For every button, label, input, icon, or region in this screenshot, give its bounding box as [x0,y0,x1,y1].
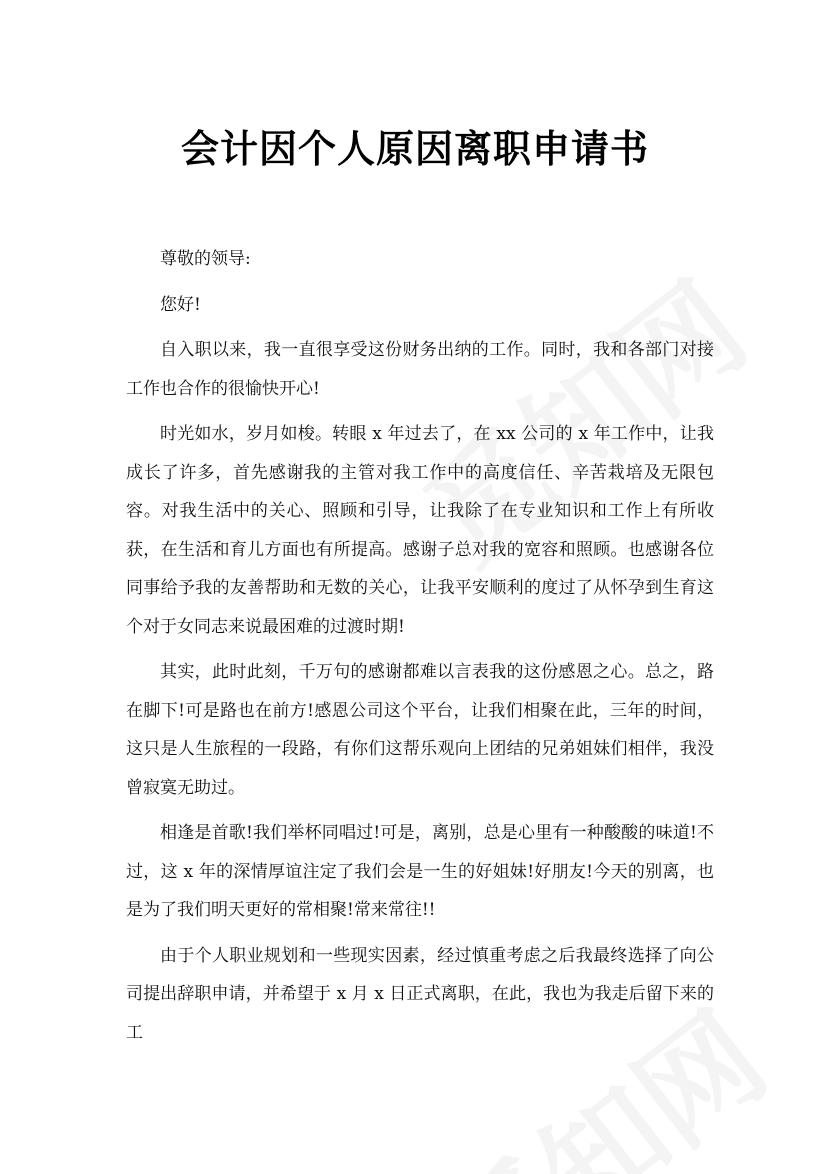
document-body [126,240,714,1059]
body-paragraph: 自入职以来，我一直很享受这份财务出纳的工作。同时，我和各部门对接工作也合作的很愉快开心! [126,340,714,399]
greeting: 您好! [160,294,201,315]
body-paragraph: 时光如水，岁月如梭。转眼 x 年过去了，在 xx 公司的 x 年工作中，让我成长了许多，首先感谢我的主管对我工作中的高度信任、辛苦栽培及无限包容。对我生活中的关心、照顾和引导，让我除了在专业知识和工作上有所收获，在生活和育儿方面也有所提高。感谢子总对我的宽容和照顾。也感谢各位同事给予我的友善帮助和无数的关心，让我平安顺利的度过了从怀孕到生育这个对于女同志来说最困难的过渡时期! [126,424,714,637]
salutation: 尊敬的领导: [160,249,251,269]
document-title: 会计因个人原因离职申请书 [180,126,649,171]
body-paragraph: 由于个人职业规划和一些现实因素，经过慎重考虑之后我最终选择了向公司提出辞职申请，并希望于 x 月 x 日正式离职，在此，我也为我走后留下来的工 [126,945,714,1043]
body-paragraph: 其实，此时此刻，千万句的感谢都难以言表我的这份感恩之心。总之，路在脚下!可是路也在前方!感恩公司这个平台，让我们相聚在此，三年的时间，这只是人生旅程的一段路，有你们这帮乐观向上团结的兄弟姐妹们相伴，我没曾寂寞无助过。 [126,662,714,798]
body-paragraph: 相逢是首歌!我们举杯同唱过!可是，离别，总是心里有一种酸酸的味道!不过，这 x 年的深情厚谊注定了我们会是一生的好姐妹!好朋友!今天的别离，也是为了我们明天更好的常相聚!常来常往!! [126,823,714,920]
